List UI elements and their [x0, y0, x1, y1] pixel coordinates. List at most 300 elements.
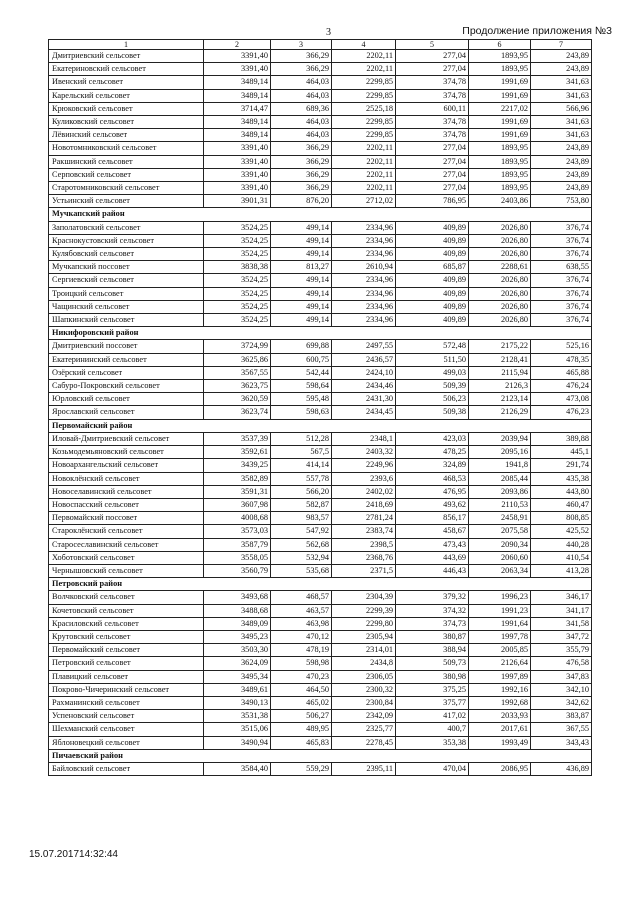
value-cell: 380,98	[396, 670, 469, 683]
value-cell: 445,1	[531, 446, 592, 459]
value-cell: 2712,02	[332, 195, 396, 208]
municipality-name-cell: Хоботовский сельсовет	[49, 551, 204, 564]
table-row	[49, 604, 592, 617]
value-cell: 2393,6	[332, 472, 396, 485]
value-cell: 423,03	[396, 432, 469, 445]
municipality-name-cell: Волчковский сельсовет	[49, 591, 204, 604]
value-cell: 446,43	[396, 564, 469, 577]
table-row	[49, 50, 592, 63]
municipality-name-cell: Первомайский сельсовет	[49, 644, 204, 657]
value-cell: 440,28	[531, 538, 592, 551]
municipality-name-cell: Новоселавинский сельсовет	[49, 485, 204, 498]
municipality-name-cell: Екатериновский сельсовет	[49, 63, 204, 76]
value-cell: 3524,25	[204, 314, 271, 327]
table-row	[49, 683, 592, 696]
value-cell: 808,85	[531, 512, 592, 525]
value-cell: 512,28	[271, 432, 332, 445]
value-cell: 374,73	[396, 617, 469, 630]
value-cell: 2086,95	[469, 762, 531, 775]
value-cell: 2039,94	[469, 432, 531, 445]
table-row	[49, 710, 592, 723]
value-cell: 2202,11	[332, 63, 396, 76]
municipality-name-cell: Крюковский сельсовет	[49, 102, 204, 115]
municipality-name-cell: Озёрский сельсовет	[49, 366, 204, 379]
value-cell: 3584,40	[204, 762, 271, 775]
value-cell: 2424,10	[332, 366, 396, 379]
value-cell: 1893,95	[469, 63, 531, 76]
value-cell: 638,55	[531, 261, 592, 274]
table-row	[49, 498, 592, 511]
table-row	[49, 591, 592, 604]
table-row	[49, 353, 592, 366]
value-cell: 341,63	[531, 89, 592, 102]
value-cell: 3391,40	[204, 155, 271, 168]
column-header: 3	[271, 40, 332, 50]
value-cell: 2305,94	[332, 630, 396, 643]
value-cell: 1941,8	[469, 459, 531, 472]
value-cell: 2368,76	[332, 551, 396, 564]
municipality-name-cell: Устьинский сельсовет	[49, 195, 204, 208]
district-name: Мучкапский район	[49, 208, 592, 221]
value-cell: 3489,14	[204, 89, 271, 102]
table-row	[49, 762, 592, 775]
table-row	[49, 168, 592, 181]
value-cell: 689,36	[271, 102, 332, 115]
value-cell: 2063,34	[469, 564, 531, 577]
value-cell: 376,74	[531, 314, 592, 327]
district-name: Никифоровский район	[49, 327, 592, 340]
value-cell: 374,78	[396, 76, 469, 89]
value-cell: 366,29	[271, 168, 332, 181]
value-cell: 470,12	[271, 630, 332, 643]
value-cell: 277,04	[396, 155, 469, 168]
value-cell: 2026,80	[469, 314, 531, 327]
table-row	[49, 617, 592, 630]
municipality-name-cell: Ракшинский сельсовет	[49, 155, 204, 168]
value-cell: 3524,25	[204, 234, 271, 247]
table-row	[49, 393, 592, 406]
value-cell: 379,32	[396, 591, 469, 604]
value-cell: 2402,02	[332, 485, 396, 498]
district-section-row	[49, 327, 592, 340]
value-cell: 473,08	[531, 393, 592, 406]
value-cell: 476,58	[531, 657, 592, 670]
municipality-name-cell: Кулябовский сельсовет	[49, 248, 204, 261]
value-cell: 366,29	[271, 182, 332, 195]
value-cell: 342,62	[531, 696, 592, 709]
value-cell: 2325,77	[332, 723, 396, 736]
value-cell: 2436,57	[332, 353, 396, 366]
value-cell: 341,58	[531, 617, 592, 630]
value-cell: 3560,79	[204, 564, 271, 577]
value-cell: 2334,96	[332, 221, 396, 234]
value-cell: 410,54	[531, 551, 592, 564]
value-cell: 3439,25	[204, 459, 271, 472]
table-row	[49, 564, 592, 577]
value-cell: 1893,95	[469, 155, 531, 168]
value-cell: 464,03	[271, 89, 332, 102]
value-cell: 413,28	[531, 564, 592, 577]
value-cell: 2026,80	[469, 274, 531, 287]
value-cell: 478,35	[531, 353, 592, 366]
value-cell: 2060,60	[469, 551, 531, 564]
municipality-name-cell: Екатерининский сельсовет	[49, 353, 204, 366]
district-section-row	[49, 749, 592, 762]
column-header: 1	[49, 40, 204, 50]
value-cell: 383,87	[531, 710, 592, 723]
value-cell: 2299,39	[332, 604, 396, 617]
value-cell: 1991,23	[469, 604, 531, 617]
value-cell: 3573,03	[204, 525, 271, 538]
municipality-name-cell: Мучкапский поссовет	[49, 261, 204, 274]
table-row	[49, 551, 592, 564]
value-cell: 2202,11	[332, 155, 396, 168]
table-row	[49, 261, 592, 274]
print-timestamp: 15.07.201714:32:44	[29, 849, 118, 860]
value-cell: 557,78	[271, 472, 332, 485]
municipality-name-cell: Карельский сельсовет	[49, 89, 204, 102]
value-cell: 1993,49	[469, 736, 531, 749]
municipality-name-cell: Дмитриевский сельсовет	[49, 50, 204, 63]
value-cell: 3620,59	[204, 393, 271, 406]
value-cell: 388,94	[396, 644, 469, 657]
value-cell: 566,20	[271, 485, 332, 498]
value-cell: 3515,06	[204, 723, 271, 736]
table-row	[49, 221, 592, 234]
value-cell: 243,89	[531, 142, 592, 155]
value-cell: 3391,40	[204, 50, 271, 63]
table-row	[49, 432, 592, 445]
value-cell: 3524,25	[204, 221, 271, 234]
municipality-name-cell: Новоспасский сельсовет	[49, 498, 204, 511]
value-cell: 476,95	[396, 485, 469, 498]
municipality-name-cell: Сергиевский сельсовет	[49, 274, 204, 287]
value-cell: 3724,99	[204, 340, 271, 353]
value-cell: 499,14	[271, 300, 332, 313]
value-cell: 347,83	[531, 670, 592, 683]
value-cell: 876,20	[271, 195, 332, 208]
value-cell: 342,10	[531, 683, 592, 696]
municipality-name-cell: Заполатовский сельсовет	[49, 221, 204, 234]
value-cell: 2033,93	[469, 710, 531, 723]
table-row	[49, 76, 592, 89]
value-cell: 376,74	[531, 287, 592, 300]
table-row	[49, 446, 592, 459]
value-cell: 2017,61	[469, 723, 531, 736]
value-cell: 3625,86	[204, 353, 271, 366]
value-cell: 366,29	[271, 155, 332, 168]
value-cell: 3537,39	[204, 432, 271, 445]
value-cell: 699,88	[271, 340, 332, 353]
value-cell: 499,03	[396, 366, 469, 379]
value-cell: 243,89	[531, 155, 592, 168]
value-cell: 2075,58	[469, 525, 531, 538]
value-cell: 473,43	[396, 538, 469, 551]
municipality-name-cell: Серповский сельсовет	[49, 168, 204, 181]
value-cell: 685,87	[396, 261, 469, 274]
table-row	[49, 657, 592, 670]
value-cell: 2123,14	[469, 393, 531, 406]
value-cell: 566,96	[531, 102, 592, 115]
value-cell: 470,23	[271, 670, 332, 683]
value-cell: 506,27	[271, 710, 332, 723]
municipality-name-cell: Шехманский сельсовет	[49, 723, 204, 736]
value-cell: 856,17	[396, 512, 469, 525]
value-cell: 460,47	[531, 498, 592, 511]
municipality-name-cell: Рахманинский сельсовет	[49, 696, 204, 709]
table-row	[49, 340, 592, 353]
municipality-name-cell: Новоклёнский сельсовет	[49, 472, 204, 485]
municipality-name-cell: Чернышовский сельсовет	[49, 564, 204, 577]
value-cell: 2095,16	[469, 446, 531, 459]
table-row	[49, 472, 592, 485]
municipality-name-cell: Покрово-Чичеринский сельсовет	[49, 683, 204, 696]
value-cell: 2610,94	[332, 261, 396, 274]
table-row	[49, 406, 592, 419]
district-name: Первомайский район	[49, 419, 592, 432]
table-row	[49, 485, 592, 498]
value-cell: 786,95	[396, 195, 469, 208]
value-cell: 374,78	[396, 116, 469, 129]
value-cell: 243,89	[531, 50, 592, 63]
value-cell: 2434,8	[332, 657, 396, 670]
municipality-name-cell: Плавицкий сельсовет	[49, 670, 204, 683]
value-cell: 2300,84	[332, 696, 396, 709]
value-cell: 366,29	[271, 50, 332, 63]
value-cell: 3558,05	[204, 551, 271, 564]
value-cell: 347,72	[531, 630, 592, 643]
value-cell: 2278,45	[332, 736, 396, 749]
value-cell: 2383,74	[332, 525, 396, 538]
table-row	[49, 380, 592, 393]
municipality-name-cell: Троицкий сельсовет	[49, 287, 204, 300]
table-body	[49, 50, 592, 776]
value-cell: 376,74	[531, 221, 592, 234]
value-cell: 509,39	[396, 380, 469, 393]
value-cell: 3489,14	[204, 129, 271, 142]
value-cell: 2202,11	[332, 182, 396, 195]
value-cell: 2434,45	[332, 406, 396, 419]
value-cell: 499,14	[271, 274, 332, 287]
value-cell: 813,27	[271, 261, 332, 274]
value-cell: 2334,96	[332, 300, 396, 313]
value-cell: 499,14	[271, 314, 332, 327]
value-cell: 2126,29	[469, 406, 531, 419]
value-cell: 2175,22	[469, 340, 531, 353]
value-cell: 468,57	[271, 591, 332, 604]
value-cell: 376,74	[531, 300, 592, 313]
value-cell: 2304,39	[332, 591, 396, 604]
value-cell: 509,73	[396, 657, 469, 670]
value-cell: 3493,68	[204, 591, 271, 604]
value-cell: 476,23	[531, 406, 592, 419]
value-cell: 3591,31	[204, 485, 271, 498]
value-cell: 535,68	[271, 564, 332, 577]
value-cell: 2334,96	[332, 234, 396, 247]
value-cell: 409,89	[396, 248, 469, 261]
value-cell: 464,03	[271, 116, 332, 129]
value-cell: 559,29	[271, 762, 332, 775]
table-row	[49, 525, 592, 538]
value-cell: 2306,05	[332, 670, 396, 683]
value-cell: 380,87	[396, 630, 469, 643]
value-cell: 598,64	[271, 380, 332, 393]
value-cell: 493,62	[396, 498, 469, 511]
value-cell: 409,89	[396, 234, 469, 247]
municipality-name-cell: Красиловский сельсовет	[49, 617, 204, 630]
value-cell: 3391,40	[204, 142, 271, 155]
value-cell: 1991,69	[469, 129, 531, 142]
value-cell: 409,89	[396, 221, 469, 234]
table-row	[49, 182, 592, 195]
value-cell: 3582,89	[204, 472, 271, 485]
appendix-continuation-note: Продолжение приложения №3	[462, 25, 612, 37]
value-cell: 341,63	[531, 116, 592, 129]
value-cell: 435,38	[531, 472, 592, 485]
value-cell: 243,89	[531, 168, 592, 181]
value-cell: 3489,14	[204, 116, 271, 129]
value-cell: 3624,09	[204, 657, 271, 670]
value-cell: 3391,40	[204, 168, 271, 181]
value-cell: 277,04	[396, 63, 469, 76]
value-cell: 2403,86	[469, 195, 531, 208]
value-cell: 753,80	[531, 195, 592, 208]
value-cell: 376,74	[531, 248, 592, 261]
column-header: 2	[204, 40, 271, 50]
value-cell: 2026,80	[469, 287, 531, 300]
municipality-name-cell: Новотомниковский сельсовет	[49, 142, 204, 155]
value-cell: 417,02	[396, 710, 469, 723]
tariff-table-container	[48, 39, 591, 776]
value-cell: 3838,38	[204, 261, 271, 274]
value-cell: 2026,80	[469, 248, 531, 261]
value-cell: 478,25	[396, 446, 469, 459]
value-cell: 600,75	[271, 353, 332, 366]
value-cell: 2403,32	[332, 446, 396, 459]
value-cell: 366,29	[271, 63, 332, 76]
district-section-row	[49, 578, 592, 591]
value-cell: 3567,55	[204, 366, 271, 379]
value-cell: 2395,11	[332, 762, 396, 775]
municipality-name-cell: Чащинский сельсовет	[49, 300, 204, 313]
value-cell: 376,74	[531, 274, 592, 287]
municipality-name-cell: Первомайский поссовет	[49, 512, 204, 525]
value-cell: 400,7	[396, 723, 469, 736]
value-cell: 2300,32	[332, 683, 396, 696]
municipality-name-cell: Ярославский сельсовет	[49, 406, 204, 419]
value-cell: 2005,85	[469, 644, 531, 657]
table-row	[49, 696, 592, 709]
value-cell: 3489,61	[204, 683, 271, 696]
value-cell: 409,89	[396, 314, 469, 327]
value-cell: 1893,95	[469, 182, 531, 195]
value-cell: 409,89	[396, 300, 469, 313]
value-cell: 2299,85	[332, 89, 396, 102]
table-row	[49, 670, 592, 683]
municipality-name-cell: Яблоновецкий сельсовет	[49, 736, 204, 749]
value-cell: 3391,40	[204, 63, 271, 76]
value-cell: 463,98	[271, 617, 332, 630]
value-cell: 2342,09	[332, 710, 396, 723]
value-cell: 547,92	[271, 525, 332, 538]
value-cell: 1992,16	[469, 683, 531, 696]
value-cell: 2217,02	[469, 102, 531, 115]
value-cell: 3490,94	[204, 736, 271, 749]
value-cell: 277,04	[396, 182, 469, 195]
value-cell: 2026,80	[469, 234, 531, 247]
value-cell: 375,77	[396, 696, 469, 709]
value-cell: 499,14	[271, 234, 332, 247]
value-cell: 478,19	[271, 644, 332, 657]
value-cell: 2202,11	[332, 50, 396, 63]
value-cell: 243,89	[531, 182, 592, 195]
table-row	[49, 248, 592, 261]
value-cell: 1997,89	[469, 670, 531, 683]
table-row	[49, 459, 592, 472]
table-row	[49, 723, 592, 736]
value-cell: 374,32	[396, 604, 469, 617]
value-cell: 2418,69	[332, 498, 396, 511]
value-cell: 341,63	[531, 76, 592, 89]
value-cell: 443,69	[396, 551, 469, 564]
table-row	[49, 300, 592, 313]
municipality-name-cell: Успеновский сельсовет	[49, 710, 204, 723]
value-cell: 343,43	[531, 736, 592, 749]
value-cell: 3391,40	[204, 182, 271, 195]
value-cell: 465,83	[271, 736, 332, 749]
value-cell: 582,87	[271, 498, 332, 511]
value-cell: 277,04	[396, 50, 469, 63]
table-row	[49, 89, 592, 102]
table-row	[49, 644, 592, 657]
value-cell: 3592,61	[204, 446, 271, 459]
value-cell: 2026,80	[469, 221, 531, 234]
value-cell: 465,88	[531, 366, 592, 379]
value-cell: 3524,25	[204, 300, 271, 313]
column-header: 7	[531, 40, 592, 50]
value-cell: 355,79	[531, 644, 592, 657]
municipality-name-cell: Старотомниковский сельсовет	[49, 182, 204, 195]
value-cell: 2299,85	[332, 76, 396, 89]
value-cell: 2299,85	[332, 116, 396, 129]
value-cell: 2497,55	[332, 340, 396, 353]
value-cell: 1893,95	[469, 168, 531, 181]
value-cell: 2314,01	[332, 644, 396, 657]
value-cell: 4008,68	[204, 512, 271, 525]
table-row	[49, 538, 592, 551]
value-cell: 3490,13	[204, 696, 271, 709]
value-cell: 511,50	[396, 353, 469, 366]
value-cell: 3489,09	[204, 617, 271, 630]
value-cell: 464,03	[271, 76, 332, 89]
value-cell: 2110,53	[469, 498, 531, 511]
value-cell: 983,57	[271, 512, 332, 525]
value-cell: 346,17	[531, 591, 592, 604]
value-cell: 3488,68	[204, 604, 271, 617]
value-cell: 1997,78	[469, 630, 531, 643]
value-cell: 443,80	[531, 485, 592, 498]
municipality-name-cell: Байловский сельсовет	[49, 762, 204, 775]
table-row	[49, 63, 592, 76]
value-cell: 567,5	[271, 446, 332, 459]
header-row	[49, 40, 592, 50]
value-cell: 3623,75	[204, 380, 271, 393]
value-cell: 1991,69	[469, 89, 531, 102]
value-cell: 598,98	[271, 657, 332, 670]
value-cell: 3714,47	[204, 102, 271, 115]
municipality-name-cell: Краснокустовский сельсовет	[49, 234, 204, 247]
municipality-name-cell: Козьмодемьяновский сельсовет	[49, 446, 204, 459]
